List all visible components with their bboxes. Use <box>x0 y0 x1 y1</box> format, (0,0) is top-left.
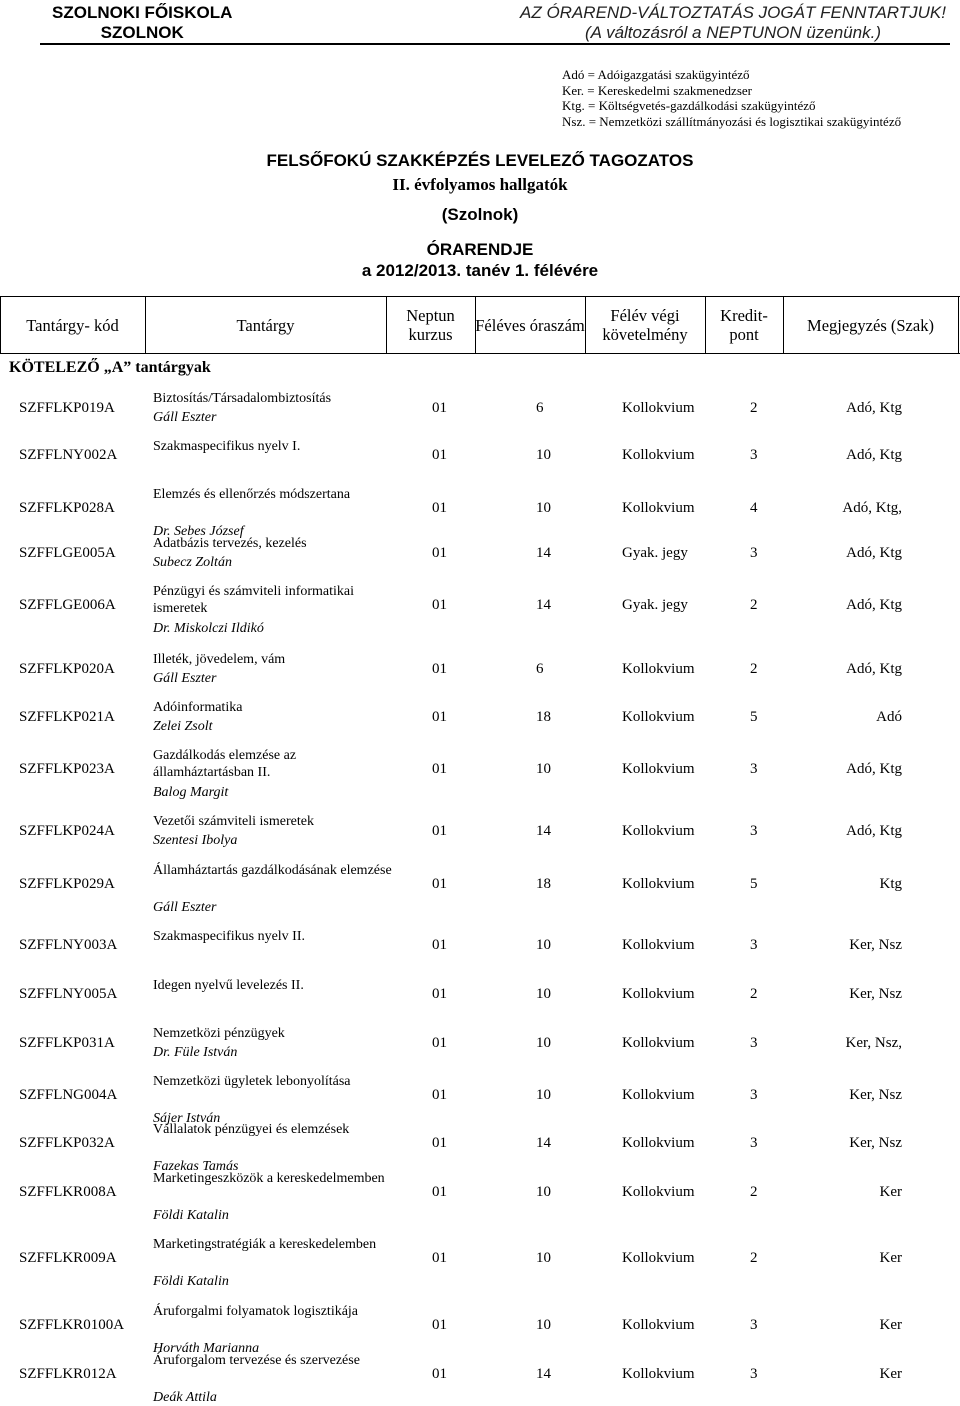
legend-item: Ktg. = Költségvetés-gazdálkodási szakügyintéző <box>562 98 816 114</box>
column-header-credit: Kredit- pont <box>720 306 768 344</box>
neptun-course: 01 <box>432 1250 447 1266</box>
major-note: Ker <box>879 1366 902 1382</box>
course-teacher: Sájer István <box>153 1111 221 1126</box>
major-note: Adó, Ktg <box>846 823 902 839</box>
course-code: SZFFLKR009A <box>19 1250 117 1266</box>
document-header <box>40 3 950 45</box>
semester-hours: 6 <box>536 400 544 416</box>
school-name <box>52 3 232 43</box>
neptun-course: 01 <box>432 761 447 777</box>
course-teacher: Gáll Eszter <box>153 671 217 686</box>
course-code: SZFFLGE005A <box>19 545 116 561</box>
neptun-course: 01 <box>432 1035 447 1051</box>
rights-notice-line2: (A változásról a NEPTUNON üzenünk.) <box>584 23 882 42</box>
major-note: Ker <box>879 1317 902 1333</box>
course-code: SZFFLKR008A <box>19 1184 117 1200</box>
exam-requirement: Kollokvium <box>622 937 695 953</box>
rights-notice-line1: AZ ÓRAREND-VÁLTOZTATÁS JOGÁT FENNTARTJUK! <box>520 3 946 22</box>
semester-hours: 18 <box>536 876 551 892</box>
exam-requirement: Kollokvium <box>622 1135 695 1151</box>
course-title: Adatbázis tervezés, kezelés <box>153 536 307 551</box>
course-code: SZFFLKP023A <box>19 761 115 777</box>
course-title: Államháztartás gazdálkodásának elemzése <box>153 863 392 878</box>
credit-points: 3 <box>750 1317 758 1333</box>
legend-item: Adó = Adóigazgatási szakügyintéző <box>562 67 750 82</box>
semester-hours: 18 <box>536 709 551 725</box>
course-code: SZFFLNY005A <box>19 986 118 1002</box>
column-header-hours: Féléves óraszám <box>475 315 585 335</box>
course-code: SZFFLNG004A <box>19 1087 118 1103</box>
course-title: Idegen nyelvű levelezés II. <box>153 978 304 993</box>
course-code: SZFFLKP020A <box>19 661 115 677</box>
semester-hours: 6 <box>536 661 544 677</box>
semester-hours: 10 <box>536 1184 551 1200</box>
credit-points: 3 <box>750 447 758 463</box>
course-code: SZFFLKP028A <box>19 500 115 516</box>
course-title: Adóinformatika <box>153 700 243 715</box>
credit-points: 3 <box>750 1366 758 1382</box>
neptun-course: 01 <box>432 1135 447 1151</box>
neptun-course: 01 <box>432 500 447 516</box>
credit-points: 2 <box>750 661 758 677</box>
course-title: Áruforgalmi folyamatok logisztikája <box>153 1304 359 1319</box>
document-title-line5: a 2012/2013. tanév 1. félévére <box>361 261 599 280</box>
credit-points: 2 <box>750 597 758 613</box>
credit-points: 2 <box>750 986 758 1002</box>
exam-requirement: Kollokvium <box>622 876 695 892</box>
course-title: Marketingeszközök a kereskedelmemben <box>153 1171 385 1186</box>
neptun-course: 01 <box>432 823 447 839</box>
major-note: Ker, Nsz <box>849 1135 902 1151</box>
exam-requirement: Kollokvium <box>622 761 695 777</box>
course-title: Szakmaspecifikus nyelv I. <box>153 439 301 454</box>
credit-points: 2 <box>750 1250 758 1266</box>
credit-points: 3 <box>750 937 758 953</box>
course-code: SZFFLKP021A <box>19 709 115 725</box>
semester-hours: 10 <box>536 500 551 516</box>
major-note: Ktg <box>879 876 902 892</box>
exam-requirement: Kollokvium <box>622 447 695 463</box>
major-note: Adó, Ktg, <box>842 500 902 516</box>
credit-points: 4 <box>750 500 758 516</box>
major-note: Ker, Nsz <box>849 986 902 1002</box>
major-note: Adó <box>876 709 902 725</box>
neptun-course: 01 <box>432 597 447 613</box>
course-code: SZFFLNY002A <box>19 447 118 463</box>
exam-requirement: Kollokvium <box>622 1250 695 1266</box>
semester-hours: 10 <box>536 1035 551 1051</box>
course-code: SZFFLKP019A <box>19 400 115 416</box>
exam-requirement: Kollokvium <box>622 1087 695 1103</box>
exam-requirement: Kollokvium <box>622 1184 695 1200</box>
rights-notice <box>520 3 946 43</box>
exam-requirement: Kollokvium <box>622 400 695 416</box>
semester-hours: 10 <box>536 761 551 777</box>
course-title: Nemzetközi pénzügyek <box>153 1026 285 1041</box>
credit-points: 3 <box>750 545 758 561</box>
exam-requirement: Kollokvium <box>622 823 695 839</box>
course-teacher: Balog Margit <box>153 785 229 800</box>
exam-requirement: Kollokvium <box>622 709 695 725</box>
document-title-line1: FELSŐFOKÚ SZAKKÉPZÉS LEVELEZŐ TAGOZATOS <box>266 151 694 170</box>
column-header-code: Tantárgy- kód <box>26 315 119 335</box>
neptun-course: 01 <box>432 876 447 892</box>
credit-points: 2 <box>750 1184 758 1200</box>
semester-hours: 10 <box>536 986 551 1002</box>
legend-item: Ker. = Kereskedelmi szakmenedzser <box>562 82 752 98</box>
column-header-exam: Félév végi követelmény <box>602 306 688 344</box>
column-header-subject: Tantárgy <box>236 315 295 335</box>
course-teacher: Deák Attila <box>153 1390 217 1405</box>
course-teacher: Dr. Miskolczi Ildikó <box>153 621 264 636</box>
school-name-line2: SZOLNOK <box>100 23 184 42</box>
major-note: Ker <box>879 1184 902 1200</box>
course-title: Biztosítás/Társadalombiztosítás <box>153 391 332 406</box>
neptun-course: 01 <box>432 986 447 1002</box>
course-teacher: Földi Katalin <box>153 1274 229 1289</box>
semester-hours: 10 <box>536 937 551 953</box>
neptun-course: 01 <box>432 545 447 561</box>
section-title: KÖTELEZŐ „A” tantárgyak <box>9 359 211 376</box>
semester-hours: 14 <box>536 597 551 613</box>
course-code: SZFFLKR012A <box>19 1366 117 1382</box>
course-code: SZFFLKP024A <box>19 823 115 839</box>
course-teacher: Fazekas Tamás <box>153 1159 239 1174</box>
semester-hours: 10 <box>536 1317 551 1333</box>
course-teacher: Zelei Zsolt <box>153 719 213 734</box>
major-note: Ker <box>879 1250 902 1266</box>
exam-requirement: Kollokvium <box>622 661 695 677</box>
table-header <box>0 296 960 354</box>
exam-requirement: Kollokvium <box>622 986 695 1002</box>
exam-requirement: Kollokvium <box>622 1317 695 1333</box>
semester-hours: 10 <box>536 1087 551 1103</box>
column-header-note: Megjegyzés (Szak) <box>807 315 934 335</box>
semester-hours: 10 <box>536 1250 551 1266</box>
exam-requirement: Kollokvium <box>622 500 695 516</box>
major-note: Ker, Nsz <box>849 1087 902 1103</box>
major-note: Adó, Ktg <box>846 761 902 777</box>
credit-points: 2 <box>750 400 758 416</box>
course-teacher: Horváth Marianna <box>153 1341 260 1356</box>
course-title: Gazdálkodás elemzése az államháztartásban II. <box>153 748 297 780</box>
exam-requirement: Kollokvium <box>622 1366 695 1382</box>
credit-points: 5 <box>750 876 758 892</box>
course-title: Pénzügyi és számviteli informatikai ismeretek <box>153 584 355 616</box>
document-title-line2: II. évfolyamos hallgatók <box>392 175 568 194</box>
legend-item: Nsz. = Nemzetközi szállítmányozási és logisztikai szakügyintéző <box>562 113 902 129</box>
semester-hours: 10 <box>536 447 551 463</box>
major-note: Adó, Ktg <box>846 661 902 677</box>
neptun-course: 01 <box>432 661 447 677</box>
major-note: Ker, Nsz <box>849 937 902 953</box>
credit-points: 3 <box>750 761 758 777</box>
neptun-course: 01 <box>432 1366 447 1382</box>
column-header-neptun: Neptun kurzus <box>406 306 455 344</box>
course-code: SZFFLGE006A <box>19 597 116 613</box>
course-title: Szakmaspecifikus nyelv II. <box>153 929 306 944</box>
semester-hours: 14 <box>536 1135 551 1151</box>
exam-requirement: Kollokvium <box>622 1035 695 1051</box>
course-title: Illeték, jövedelem, vám <box>153 652 286 667</box>
document-title-line4: ÓRARENDJE <box>426 240 534 259</box>
course-teacher: Gáll Eszter <box>153 410 217 425</box>
semester-hours: 14 <box>536 545 551 561</box>
course-teacher: Gáll Eszter <box>153 900 217 915</box>
credit-points: 3 <box>750 1035 758 1051</box>
neptun-course: 01 <box>432 447 447 463</box>
school-name-line1: SZOLNOKI FŐISKOLA <box>52 3 233 22</box>
exam-requirement: Gyak. jegy <box>622 597 688 613</box>
course-title: Nemzetközi ügyletek lebonyolítása <box>153 1074 351 1089</box>
neptun-course: 01 <box>432 400 447 416</box>
course-title: Vezetői számviteli ismeretek <box>153 814 314 829</box>
course-teacher: Subecz Zoltán <box>153 555 232 570</box>
major-note: Adó, Ktg <box>846 400 902 416</box>
credit-points: 5 <box>750 709 758 725</box>
course-title: Marketingstratégiák a kereskedelemben <box>153 1237 377 1252</box>
course-code: SZFFLKP029A <box>19 876 115 892</box>
course-title: Áruforgalom tervezése és szervezése <box>153 1353 360 1368</box>
neptun-course: 01 <box>432 709 447 725</box>
course-teacher: Dr. Sebes József <box>153 524 244 539</box>
neptun-course: 01 <box>432 937 447 953</box>
credit-points: 3 <box>750 1135 758 1151</box>
semester-hours: 14 <box>536 1366 551 1382</box>
document-title-line3: (Szolnok) <box>441 205 519 224</box>
course-code: SZFFLKR0100A <box>19 1317 125 1333</box>
credit-points: 3 <box>750 1087 758 1103</box>
major-legend <box>562 67 901 129</box>
exam-requirement: Gyak. jegy <box>622 545 688 561</box>
course-teacher: Szentesi Ibolya <box>153 833 238 848</box>
course-title: Elemzés és ellenőrzés módszertana <box>153 487 351 502</box>
course-code: SZFFLNY003A <box>19 937 118 953</box>
credit-points: 3 <box>750 823 758 839</box>
major-note: Adó, Ktg <box>846 447 902 463</box>
course-teacher: Földi Katalin <box>153 1208 229 1223</box>
semester-hours: 14 <box>536 823 551 839</box>
course-title: Vállalatok pénzügyei és elemzések <box>153 1122 350 1137</box>
neptun-course: 01 <box>432 1184 447 1200</box>
course-code: SZFFLKP032A <box>19 1135 115 1151</box>
course-code: SZFFLKP031A <box>19 1035 115 1051</box>
major-note: Adó, Ktg <box>846 597 902 613</box>
neptun-course: 01 <box>432 1087 447 1103</box>
major-note: Adó, Ktg <box>846 545 902 561</box>
course-teacher: Dr. Füle István <box>153 1045 238 1060</box>
neptun-course: 01 <box>432 1317 447 1333</box>
major-note: Ker, Nsz, <box>845 1035 902 1051</box>
